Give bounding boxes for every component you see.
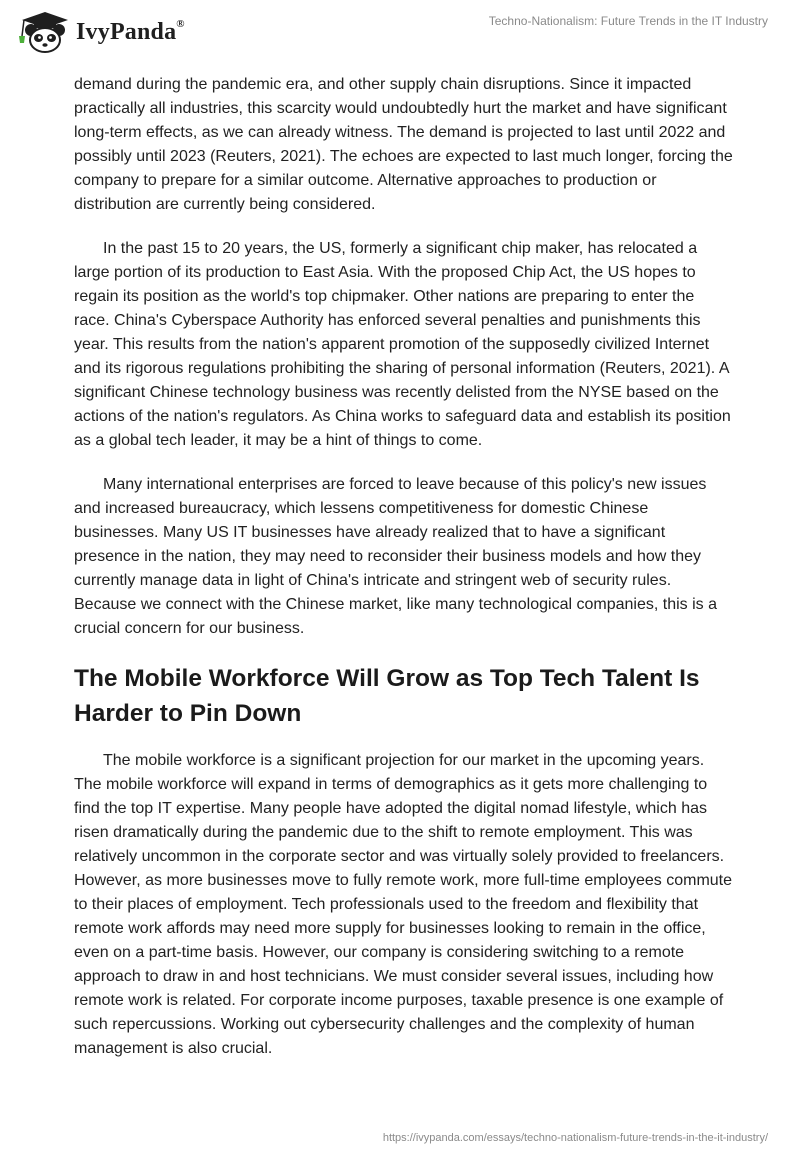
document-title: Techno-Nationalism: Future Trends in the IT Industry [488, 14, 768, 28]
paragraph: Many international enterprises are forced to leave because of this policy's new issues and increased bureaucracy, which lessens competitiveness for domestic Chinese businesses. Many US IT businesses have already realized that to have a significant presence in the nation, they may need to reconsider their business models and how they currently manage data in light of China's intricate and stringent web of security rules. Because we connect with the Chinese market, like many technological companies, this is a crucial concern for our business. [74, 476, 717, 637]
essay-body [74, 73, 734, 1081]
paragraph: demand during the pandemic era, and other supply chain disruptions. Since it impacted practically all industries, this scarcity would undoubtedly hurt the market and have significant long-term effects, as we can already witness. The demand is projected to last until 2022 and possibly until 2023 (Reuters, 2021). The echoes are expected to last much longer, forcing the company to prepare for a similar outcome. Alternative approaches to production or distribution are currently being considered. [74, 76, 733, 213]
ivypanda-logo[interactable] [16, 10, 185, 54]
section-heading: The Mobile Workforce Will Grow as Top Tech Talent Is Harder to Pin Down [74, 665, 700, 727]
logo-wordmark: IvyPanda [76, 19, 177, 45]
paragraph: The mobile workforce is a significant projection for our market in the upcoming years. The mobile workforce will expand in terms of demographics as it gets more challenging to find the top IT expertise. Many people have adopted the digital nomad lifestyle, which has risen dramatically during the pandemic due to the shift to remote employment. This was relatively uncommon in the corporate sector and was virtually solely provided to freelancers. However, as more businesses move to fully remote work, more full-time employees commute to their places of employment. Tech professionals used to the freedom and flexibility that remote work affords may need more supply for businesses looking to remain in the office, even on a part-time basis. However, our company is considering switching to a remote approach to draw in and host technicians. We must consider several issues, including how remote work is related. For corporate income purposes, taxable presence is one example of such repercussions. Working out cybersecurity challenges and the complexity of human management is also crucial. [74, 752, 733, 1057]
source-url[interactable]: https://ivypanda.com/essays/techno-nationalism-future-trends-in-the-it-industry/ [382, 1132, 768, 1144]
page-header [0, 0, 800, 64]
panda-graduate-icon [16, 10, 74, 54]
registered-mark: ® [176, 18, 185, 30]
paragraph: In the past 15 to 20 years, the US, formerly a significant chip maker, has relocated a large portion of its production to East Asia. With the proposed Chip Act, the US hopes to regain its position as the world's top chipmaker. Other nations are preparing to enter the race. China's Cyberspace Authority has enforced several penalties and punishments this year. This results from the nation's apparent promotion of the supposedly civilized Internet and its rigorous regulations prohibiting the sharing of personal information (Reuters, 2021). A significant Chinese technology business was recently delisted from the NYSE based on the actions of the nation's regulators. As China works to safeguard data and establish its position as a global tech leader, it may be a hint of things to come. [74, 240, 731, 449]
